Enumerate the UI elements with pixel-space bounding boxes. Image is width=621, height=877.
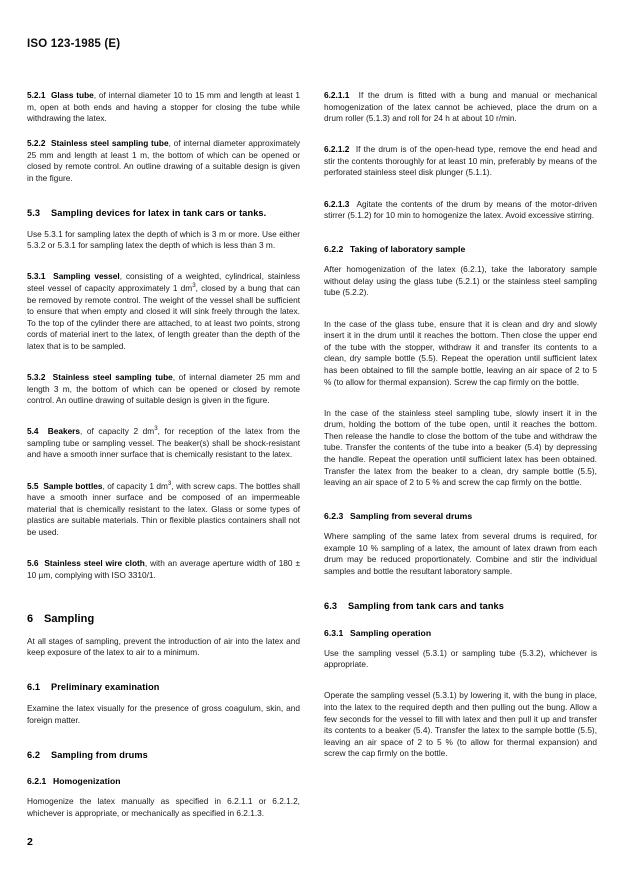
heading-6 bbox=[27, 613, 300, 625]
two-column-body bbox=[27, 90, 597, 830]
heading-title: Sampling devices for latex in tank cars or tanks. bbox=[51, 208, 267, 219]
heading-title: Sampling from several drums bbox=[350, 511, 473, 522]
clause-number: 6.2.1.3 bbox=[324, 198, 350, 209]
heading-6-1 bbox=[27, 682, 300, 692]
clause-term: Stainless steel wire cloth bbox=[44, 558, 145, 569]
clause-number: 6.2.1.1 bbox=[324, 90, 350, 100]
paragraph-6-3-1-a: Use the sampling vessel (5.3.1) or sampling tube (5.3.2), whichever is appropriate. bbox=[324, 647, 597, 670]
heading-title: Taking of laboratory sample bbox=[350, 244, 466, 255]
clause-body: , with an average aperture width of 180 ± 10 µm, complying with ISO 3310/1. bbox=[27, 558, 300, 580]
paragraph-6-2-2-a: After homogenization of the latex (6.2.1), take the laboratory sample without delay using the glass tube (5.2.1) or the stainless steel sampling tube (5.2.2). bbox=[324, 264, 597, 298]
clause-5-3-2 bbox=[27, 372, 300, 407]
paragraph-6-2-2-b: In the case of the glass tube, ensure that it is clean and dry and slowly insert it in the drum until it reaches the bottom. Then close the upper end of the tube with the stopper, withdraw it and transfer its contents to a clean, dry sample bottle (5.5). Repeat the operation until sufficient latex has been obtained to fill the sample bottle, leaving an air space of 2 to 5 % (to allow for thermal expansion). Screw the cap firmly on the bottle. bbox=[324, 318, 597, 387]
heading-title: Homogenization bbox=[53, 776, 121, 787]
heading-title: Sampling from tank cars and tanks bbox=[348, 601, 504, 612]
clause-number: 5.3.2 bbox=[27, 372, 46, 382]
clause-term: Sample bottles bbox=[43, 480, 103, 491]
left-column bbox=[27, 90, 300, 830]
heading-number: 6.2.1 bbox=[27, 776, 47, 787]
heading-6-2-3 bbox=[324, 511, 597, 521]
clause-6-2-1-2 bbox=[324, 144, 597, 179]
clause-5-6 bbox=[27, 558, 300, 581]
clause-body-b: , with screw caps. The bottles shall have a smooth inner surface and be composed of an impermeable material that is chemically resistant to the latex. Glass or some types of plastics are suitable materials. Thin or flexible plastics containers shall not be used. bbox=[27, 480, 300, 537]
clause-body-a: , consisting of a weighted, cylindrical, stainless steel vessel of capacity approximately 1 dm bbox=[27, 271, 300, 293]
clause-term: Glass tube bbox=[50, 90, 94, 100]
heading-6-2-1 bbox=[27, 776, 300, 786]
paragraph-6-3-1-b: Operate the sampling vessel (5.3.1) by lowering it, with the bung in place, into the latex to the required depth and then pulling out the bung. Allow a few seconds for the vessel to fill with latex and then pull it up and transfer its contents to a beaker (5.4). Transfer the latex to the sample bottle (5.5), leaving an air space of 2 to 5 % (to allow for thermal expansion) and screw the cap firmly on the bottle. bbox=[324, 690, 597, 759]
clause-body: If the drum is of the open-head type, remove the end head and stir the contents thoroughly for at least 10 min, preferably by means of the perforated stainless steel disk plunger (5.1.1). bbox=[324, 144, 597, 178]
superscript-cubic: 3 bbox=[192, 282, 196, 290]
heading-title: Sampling bbox=[44, 612, 95, 625]
clause-body-a: , of capacity 2 dm bbox=[80, 426, 155, 437]
heading-title: Sampling operation bbox=[350, 627, 432, 638]
clause-number: 5.2.2 bbox=[27, 138, 46, 149]
superscript-cubic: 3 bbox=[167, 479, 172, 487]
clause-5-5 bbox=[27, 481, 300, 539]
clause-number: 5.6 bbox=[27, 558, 39, 569]
clause-term: Stainless steel sampling tube bbox=[52, 372, 173, 382]
clause-5-2-1 bbox=[27, 90, 300, 125]
clause-body: , of internal diameter approximately 25 mm and length at least 1 m, the bottom of which can be opened or closed by remote control. An outline drawing of a suitable design is given in the figure. bbox=[27, 138, 300, 184]
clause-body: Agitate the contents of the drum by means of the motor-driven stirrer (5.1.2) for 10 min to homogenize the latex. Avoid excessive stirring. bbox=[324, 198, 597, 221]
heading-number: 6 bbox=[27, 612, 34, 625]
clause-term: Beakers bbox=[47, 426, 81, 437]
heading-number: 6.3.1 bbox=[324, 627, 344, 638]
paragraph-6-2-2-c: In the case of the stainless steel sampling tube, slowly insert it in the drum, holding the bottom of the tube open, until it reaches the bottom. Then release the handle to close the bottom of the tube and withdraw the tube. Transfer the contents of the tube into a beaker (5.4) by depressing the handle. Repeat the operation until sufficient latex has been obtained. Transfer the latex from the beaker to a clean, dry sample bottle (5.5), leaving an air space of 2 to 5 % and screw the cap firmly on the bottle. bbox=[324, 407, 597, 488]
heading-number: 6.2 bbox=[27, 749, 41, 760]
heading-number: 6.2.3 bbox=[324, 511, 344, 522]
heading-5-3 bbox=[27, 208, 300, 218]
clause-body: , of internal diameter 10 to 15 mm and length at least 1 m, open at both ends and having a stopper for closing the tube while withdrawing the latex. bbox=[27, 90, 300, 124]
paragraph-5-3: Use 5.3.1 for sampling latex the depth of which is 3 m or more. Use either 5.3.2 or 5.3.1 for sampling latex the depth of which is less than 3 m. bbox=[27, 228, 300, 251]
heading-number: 6.3 bbox=[324, 601, 338, 612]
paragraph-6-2-3: Where sampling of the same latex from several drums is required, for example 10 % sampling of a latex, the amount of latex drawn from each drum may be reduced proportionately. Combine and stir the individual samples and bottle the resultant laboratory sample. bbox=[324, 531, 597, 577]
heading-number: 6.1 bbox=[27, 682, 41, 693]
clause-number: 5.4 bbox=[27, 426, 39, 437]
clause-number: 5.3.1 bbox=[27, 271, 46, 282]
clause-5-3-1 bbox=[27, 271, 300, 352]
clause-body-b: , closed by a bung that can be removed by remote control. The weight of the vessel shall be sufficient to ensure that when empty and closed it will sink freely through the latex. To the top of the cylinder there are attached, to at least two points, strong cords of material inert to the latex, of length greater than the depth of the latex that is to be sampled. bbox=[27, 282, 300, 351]
clause-number: 5.2.1 bbox=[27, 90, 46, 100]
clause-term: Stainless steel sampling tube bbox=[51, 138, 169, 149]
clause-5-2-2 bbox=[27, 138, 300, 184]
clause-term: Sampling vessel bbox=[53, 271, 120, 282]
heading-6-3 bbox=[324, 601, 597, 611]
clause-6-2-1-3 bbox=[324, 199, 597, 222]
heading-6-3-1 bbox=[324, 628, 597, 638]
heading-6-2-2 bbox=[324, 244, 597, 254]
clause-body-b: , for reception of the latex from the sampling tube or sampling vessel. The beaker(s) shall be shock-resistant and have a smooth inner surface that is chemically resistant to the latex. bbox=[27, 426, 300, 460]
clause-5-4 bbox=[27, 426, 300, 461]
clause-number: 6.2.1.2 bbox=[324, 144, 350, 155]
paragraph-6-1: Examine the latex visually for the presence of gross coagulum, skin, and foreign matter. bbox=[27, 702, 300, 725]
clause-body: If the drum is fitted with a bung and manual or mechanical homogenization of the latex cannot be achieved, place the drum on a drum roller (5.1.3) and roll for 24 h at about 10 r/min. bbox=[324, 90, 597, 124]
superscript-cubic: 3 bbox=[154, 425, 158, 433]
heading-title: Preliminary examination bbox=[51, 682, 160, 693]
document-header: ISO 123-1985 (E) bbox=[27, 38, 121, 50]
heading-number: 5.3 bbox=[27, 208, 41, 219]
clause-6-2-1-1 bbox=[324, 90, 597, 125]
paragraph-6-2-1: Homogenize the latex manually as specified in 6.2.1.1 or 6.2.1.2, whichever is appropriate, or mechanically as specified in 6.2.1.3. bbox=[27, 796, 300, 818]
clause-body-a: , of capacity 1 dm bbox=[102, 480, 168, 491]
heading-number: 6.2.2 bbox=[324, 244, 344, 255]
heading-title: Sampling from drums bbox=[51, 749, 148, 760]
heading-6-2 bbox=[27, 750, 300, 760]
right-column bbox=[324, 90, 597, 830]
clause-number: 5.5 bbox=[27, 480, 39, 491]
clause-body: , of internal diameter 25 mm and length 3 m, the bottom of which can be opened or closed by remote control. An outline drawing of suitable design is given in the figure. bbox=[27, 372, 300, 406]
paragraph-6: At all stages of sampling, prevent the introduction of air into the latex and keep exposure of the latex to air to a minimum. bbox=[27, 635, 300, 658]
page-number: 2 bbox=[27, 836, 33, 848]
